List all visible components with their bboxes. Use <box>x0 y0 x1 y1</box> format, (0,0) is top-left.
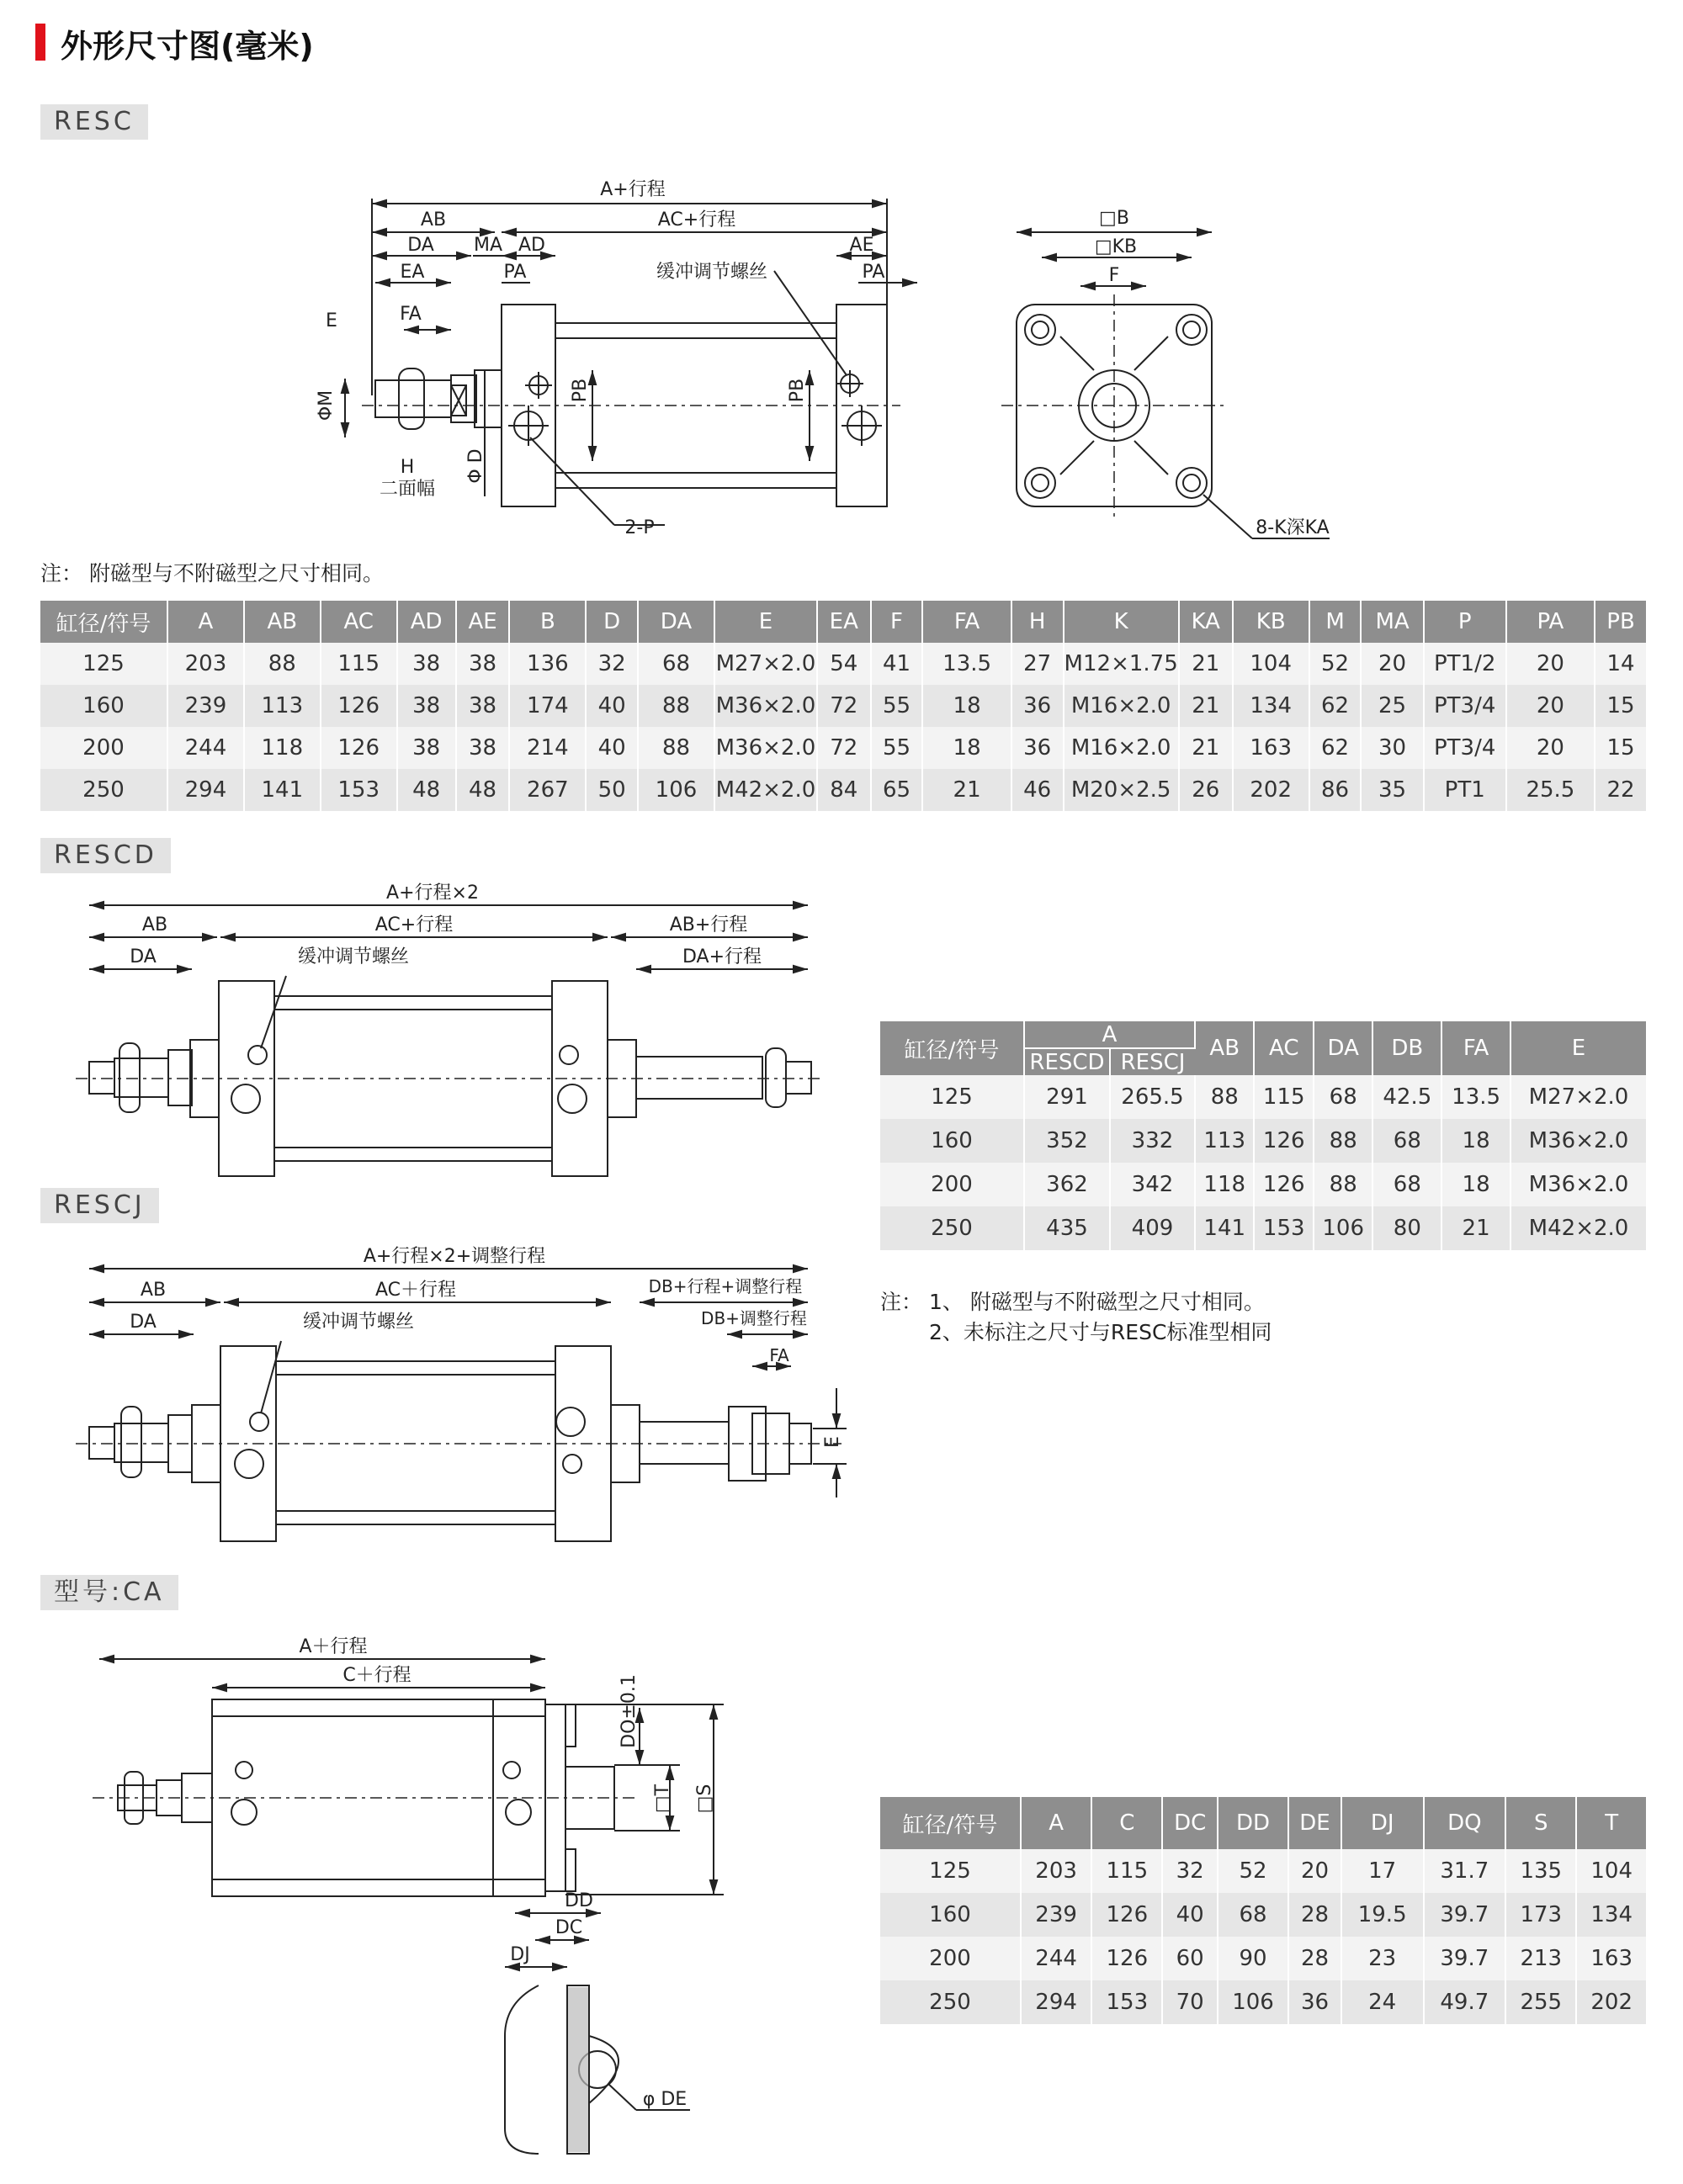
table-cell: 265.5 <box>1110 1075 1195 1119</box>
column-header: P <box>1424 601 1506 643</box>
column-header: EA <box>817 601 871 643</box>
table-cell: 160 <box>880 1893 1021 1937</box>
table-cell: 126 <box>1254 1163 1313 1206</box>
column-header: AC <box>321 601 397 643</box>
col-da: DA <box>1314 1021 1372 1075</box>
rescj-label-e: E <box>822 1436 843 1448</box>
table-cell: 88 <box>638 685 714 727</box>
table-row <box>880 1893 1646 1937</box>
table-cell: 88 <box>638 727 714 769</box>
table-cell: 294 <box>1021 1980 1091 2024</box>
table-cell: 32 <box>586 643 638 685</box>
table-body <box>880 1075 1646 1250</box>
table-cell: 38 <box>397 685 456 727</box>
table-cell: 115 <box>1254 1075 1313 1119</box>
table-cell: M27×2.0 <box>1510 1075 1646 1119</box>
table-row <box>880 1937 1646 1980</box>
table-cell: 153 <box>321 769 397 811</box>
rescj-label-da: DA <box>130 1312 157 1333</box>
resc-label-ac-stroke: AC+行程 <box>657 209 736 231</box>
table-cell: 38 <box>456 685 510 727</box>
table-body <box>880 1849 1646 2024</box>
table-cell: 106 <box>1218 1980 1288 2024</box>
table-cell: 18 <box>922 727 1011 769</box>
table-cell: 213 <box>1505 1937 1576 1980</box>
table-cell: 40 <box>586 685 638 727</box>
table-cell: 200 <box>880 1163 1024 1206</box>
resc-label-ea: EA <box>400 262 425 283</box>
table-cell: 39.7 <box>1424 1937 1506 1980</box>
resc-label-e: E <box>326 310 337 331</box>
column-header: F <box>871 601 923 643</box>
table-cell: 54 <box>817 643 871 685</box>
col-db: DB <box>1372 1021 1441 1075</box>
table-cell: 15 <box>1595 727 1646 769</box>
table-cell: 115 <box>321 643 397 685</box>
table-cell: 88 <box>1195 1075 1254 1119</box>
table-cell: 13.5 <box>922 643 1011 685</box>
table-cell: 86 <box>1309 769 1362 811</box>
table-cell: 113 <box>1195 1119 1254 1163</box>
table-cell: 14 <box>1595 643 1646 685</box>
rescj-label-fa: FA <box>769 1345 789 1365</box>
table-cell: 23 <box>1341 1937 1424 1980</box>
table-cell: 126 <box>321 727 397 769</box>
table-body <box>40 643 1646 811</box>
table-cell: 435 <box>1024 1206 1110 1250</box>
table-header-row <box>40 601 1646 643</box>
table-cell: M36×2.0 <box>714 685 817 727</box>
table-cell: 250 <box>880 1206 1024 1250</box>
table-cell: 126 <box>321 685 397 727</box>
table-cell: 35 <box>1361 769 1423 811</box>
table-cell: 141 <box>1195 1206 1254 1250</box>
table-cell: 88 <box>244 643 321 685</box>
table-cell: M36×2.0 <box>1510 1163 1646 1206</box>
table-cell: 68 <box>1218 1893 1288 1937</box>
table-cell: 203 <box>167 643 244 685</box>
col-fa: FA <box>1441 1021 1510 1075</box>
table-cell: 214 <box>509 727 586 769</box>
section-tag-resc: RESC <box>40 104 148 140</box>
column-header: DE <box>1288 1797 1341 1849</box>
rescj-label-ac-stroke: AC＋行程 <box>374 1280 457 1301</box>
resc-dimension-table <box>40 601 1646 811</box>
table-row <box>880 1206 1646 1250</box>
table-cell: 68 <box>1372 1163 1441 1206</box>
table-cell: 17 <box>1341 1849 1424 1893</box>
resc-label-2p: 2-P <box>624 517 655 538</box>
note-rescd-label: 注： <box>880 1290 923 1314</box>
table-cell: 68 <box>638 643 714 685</box>
ca-label-t: □T <box>652 1784 673 1814</box>
section-tag-rescd: RESCD <box>40 838 171 873</box>
note-resc: 注： 附磁型与不附磁型之尺寸相同。 <box>40 561 384 586</box>
table-row <box>40 727 1646 769</box>
ca-label-do: DO±0.1 <box>619 1674 640 1748</box>
table-cell: 20 <box>1506 685 1595 727</box>
table-cell: 70 <box>1162 1980 1218 2024</box>
table-cell: M27×2.0 <box>714 643 817 685</box>
table-cell: 48 <box>397 769 456 811</box>
table-cell: 20 <box>1288 1849 1341 1893</box>
table-cell: 352 <box>1024 1119 1110 1163</box>
ca-label-s: □S <box>694 1784 715 1814</box>
resc-label-pb-left: PB <box>570 378 591 403</box>
table-cell: 18 <box>1441 1119 1510 1163</box>
rescj-label-a-total: A+行程×2+调整行程 <box>363 1246 546 1267</box>
table-cell: 332 <box>1110 1119 1195 1163</box>
column-header: C <box>1091 1797 1162 1849</box>
table-cell: M12×1.75 <box>1064 643 1179 685</box>
column-header: PB <box>1595 601 1646 643</box>
section-tag-rescj: RESCJ <box>40 1188 159 1223</box>
front-label-k: 8-K深KA <box>1256 517 1330 538</box>
ca-label-dj: DJ <box>510 1944 530 1965</box>
table-cell: 21 <box>1441 1206 1510 1250</box>
table-cell: 362 <box>1024 1163 1110 1206</box>
table-cell: 24 <box>1341 1980 1424 2024</box>
table-cell: 173 <box>1505 1893 1576 1937</box>
column-header: DQ <box>1424 1797 1506 1849</box>
table-cell: PT3/4 <box>1424 685 1506 727</box>
table-cell: 126 <box>1091 1937 1162 1980</box>
front-label-kb: □KB <box>1094 236 1138 257</box>
table-cell: 25.5 <box>1506 769 1595 811</box>
table-cell: 38 <box>456 727 510 769</box>
ca-label-dc: DC <box>555 1917 583 1938</box>
rescd-label-ab: AB <box>141 914 168 936</box>
table-cell: 26 <box>1179 769 1233 811</box>
table-cell: 141 <box>244 769 321 811</box>
rescd-label-cushion: 缓冲调节螺丝 <box>298 946 410 967</box>
resc-label-ab: AB <box>420 209 447 231</box>
table-cell: 118 <box>244 727 321 769</box>
resc-label-cushion: 缓冲调节螺丝 <box>656 262 768 283</box>
table-cell: 19.5 <box>1341 1893 1424 1937</box>
table-cell: 88 <box>1314 1163 1372 1206</box>
column-header: T <box>1576 1797 1646 1849</box>
table-cell: 27 <box>1011 643 1064 685</box>
table-cell: M20×2.5 <box>1064 769 1179 811</box>
table-cell: 62 <box>1309 685 1362 727</box>
table-cell: 40 <box>586 727 638 769</box>
resc-label-pa-right: PA <box>862 262 885 283</box>
table-cell: 25 <box>1361 685 1423 727</box>
table-cell: 291 <box>1024 1075 1110 1119</box>
resc-label-phi-d: Φ D <box>465 448 486 484</box>
table-row <box>880 1849 1646 1893</box>
table-row <box>880 1075 1646 1119</box>
rescj-label-db-adj: DB+调整行程 <box>701 1308 807 1328</box>
ca-dimension-table <box>880 1797 1646 2024</box>
column-header: 缸径/符号 <box>880 1797 1021 1849</box>
col-bore: 缸径/符号 <box>880 1021 1024 1075</box>
table-cell: 15 <box>1595 685 1646 727</box>
table-row <box>40 769 1646 811</box>
table-cell: 118 <box>1195 1163 1254 1206</box>
table-cell: 38 <box>397 643 456 685</box>
table-cell: 42.5 <box>1372 1075 1441 1119</box>
table-cell: 80 <box>1372 1206 1441 1250</box>
table-cell: 30 <box>1361 727 1423 769</box>
table-cell: 90 <box>1218 1937 1288 1980</box>
table-cell: 294 <box>167 769 244 811</box>
table-cell: PT3/4 <box>1424 727 1506 769</box>
note-rescd-1: 1、 附磁型与不附磁型之尺寸相同。 <box>929 1290 1265 1314</box>
table-cell: 163 <box>1233 727 1309 769</box>
table-cell: 104 <box>1576 1849 1646 1893</box>
table-cell: 255 <box>1505 1980 1576 2024</box>
table-cell: 18 <box>922 685 1011 727</box>
table-cell: 160 <box>40 685 167 727</box>
table-cell: 409 <box>1110 1206 1195 1250</box>
table-cell: 113 <box>244 685 321 727</box>
rescd-label-ac-stroke: AC+行程 <box>374 914 454 936</box>
table-cell: 62 <box>1309 727 1362 769</box>
column-header: AE <box>456 601 510 643</box>
table-cell: 244 <box>1021 1937 1091 1980</box>
table-cell: 28 <box>1288 1937 1341 1980</box>
table-cell: 32 <box>1162 1849 1218 1893</box>
table-row <box>880 1119 1646 1163</box>
table-cell: 20 <box>1506 643 1595 685</box>
table-cell: 41 <box>871 643 923 685</box>
col-ac: AC <box>1254 1021 1313 1075</box>
table-cell: 106 <box>638 769 714 811</box>
section-tag-ca: 型号:CA <box>40 1575 178 1610</box>
table-cell: M36×2.0 <box>714 727 817 769</box>
table-cell: M42×2.0 <box>714 769 817 811</box>
table-cell: 65 <box>871 769 923 811</box>
rescj-label-cushion: 缓冲调节螺丝 <box>303 1312 415 1333</box>
table-cell: 153 <box>1254 1206 1313 1250</box>
column-header: E <box>714 601 817 643</box>
table-cell: 68 <box>1314 1075 1372 1119</box>
table-cell: 106 <box>1314 1206 1372 1250</box>
column-header: MA <box>1361 601 1423 643</box>
column-header: S <box>1505 1797 1576 1849</box>
table-cell: 202 <box>1233 769 1309 811</box>
note-rescd-2: 2、未标注之尺寸与RESC标准型相同 <box>929 1320 1272 1344</box>
table-cell: 115 <box>1091 1849 1162 1893</box>
resc-label-h: H <box>400 457 415 478</box>
table-cell: 20 <box>1506 727 1595 769</box>
table-cell: 52 <box>1309 643 1362 685</box>
col-a-rescd: RESCD <box>1024 1048 1110 1075</box>
table-row <box>40 685 1646 727</box>
table-cell: 174 <box>509 685 586 727</box>
table-cell: 84 <box>817 769 871 811</box>
column-header: FA <box>922 601 1011 643</box>
front-label-b: □B <box>1099 208 1129 229</box>
table-cell: 38 <box>456 643 510 685</box>
table-cell: 21 <box>1179 643 1233 685</box>
table-cell: PT1 <box>1424 769 1506 811</box>
rescd-label-da-stroke: DA+行程 <box>682 946 762 967</box>
table-cell: 200 <box>40 727 167 769</box>
front-label-f: F <box>1108 265 1120 286</box>
table-cell: 22 <box>1595 769 1646 811</box>
table-cell: 60 <box>1162 1937 1218 1980</box>
table-cell: 342 <box>1110 1163 1195 1206</box>
table-cell: 31.7 <box>1424 1849 1506 1893</box>
column-header: B <box>509 601 586 643</box>
ca-label-c-stroke: C＋行程 <box>342 1665 411 1686</box>
table-cell: 50 <box>586 769 638 811</box>
table-cell: 36 <box>1011 685 1064 727</box>
table-cell: 202 <box>1576 1980 1646 2024</box>
table-cell: M36×2.0 <box>1510 1119 1646 1163</box>
table-cell: 125 <box>880 1849 1021 1893</box>
table-cell: 49.7 <box>1424 1980 1506 2024</box>
table-cell: 18 <box>1441 1163 1510 1206</box>
table-cell: 134 <box>1576 1893 1646 1937</box>
column-header: KB <box>1233 601 1309 643</box>
column-header: DD <box>1218 1797 1288 1849</box>
resc-label-pa-left: PA <box>503 262 527 283</box>
table-cell: 125 <box>880 1075 1024 1119</box>
resc-label-ma: MA <box>473 235 503 256</box>
table-cell: 39.7 <box>1424 1893 1506 1937</box>
table-cell: 250 <box>880 1980 1021 2024</box>
table-cell: 126 <box>1254 1119 1313 1163</box>
column-header: D <box>586 601 638 643</box>
column-header: M <box>1309 601 1362 643</box>
column-header: K <box>1064 601 1179 643</box>
ca-label-dd: DD <box>565 1890 593 1911</box>
table-cell: 20 <box>1361 643 1423 685</box>
table-cell: 52 <box>1218 1849 1288 1893</box>
column-header: 缸径/符号 <box>40 601 167 643</box>
table-cell: 160 <box>880 1119 1024 1163</box>
table-cell: 55 <box>871 727 923 769</box>
col-a-rescj: RESCJ <box>1110 1048 1195 1075</box>
column-header: H <box>1011 601 1064 643</box>
column-header: AB <box>244 601 321 643</box>
table-cell: 267 <box>509 769 586 811</box>
table-cell: 125 <box>40 643 167 685</box>
col-ab: AB <box>1195 1021 1254 1075</box>
table-cell: 36 <box>1288 1980 1341 2024</box>
resc-label-pb-right: PB <box>787 378 808 403</box>
table-cell: 163 <box>1576 1937 1646 1980</box>
table-cell: 21 <box>1179 727 1233 769</box>
resc-label-ad: AD <box>518 235 545 256</box>
rescd-label-a-stroke2: A+行程×2 <box>386 883 479 904</box>
column-header: A <box>167 601 244 643</box>
table-cell: M42×2.0 <box>1510 1206 1646 1250</box>
col-e: E <box>1510 1021 1646 1075</box>
table-cell: 104 <box>1233 643 1309 685</box>
table-row <box>880 1980 1646 2024</box>
table-cell: 200 <box>880 1937 1021 1980</box>
page-title: 外形尺寸图(毫米) <box>61 28 314 65</box>
table-cell: 38 <box>397 727 456 769</box>
table-cell: M16×2.0 <box>1064 727 1179 769</box>
rescj-label-ab: AB <box>140 1280 167 1301</box>
ca-label-de: φ DE <box>642 2089 688 2110</box>
column-header: DA <box>638 601 714 643</box>
rescj-label-db-total: DB+行程+调整行程 <box>648 1276 803 1296</box>
column-header: A <box>1021 1797 1091 1849</box>
table-header-row <box>880 1797 1646 1849</box>
resc-label-da: DA <box>407 235 434 256</box>
table-cell: 135 <box>1505 1849 1576 1893</box>
column-header: AD <box>397 601 456 643</box>
rescd-dimension-table <box>880 1021 1646 1250</box>
table-cell: 239 <box>1021 1893 1091 1937</box>
table-cell: 46 <box>1011 769 1064 811</box>
table-cell: 36 <box>1011 727 1064 769</box>
table-cell: 28 <box>1288 1893 1341 1937</box>
table-cell: 250 <box>40 769 167 811</box>
resc-label-fa: FA <box>400 304 422 325</box>
column-header: DC <box>1162 1797 1218 1849</box>
ca-label-a-stroke: A＋行程 <box>299 1636 368 1657</box>
table-cell: 21 <box>1179 685 1233 727</box>
table-cell: 48 <box>456 769 510 811</box>
table-row <box>40 643 1646 685</box>
table-cell: 55 <box>871 685 923 727</box>
column-header: DJ <box>1341 1797 1424 1849</box>
column-header: PA <box>1506 601 1595 643</box>
resc-label-phi-m: ΦM <box>316 390 337 421</box>
rescd-label-da: DA <box>130 946 157 967</box>
table-cell: 136 <box>509 643 586 685</box>
table-cell: 153 <box>1091 1980 1162 2024</box>
table-cell: 40 <box>1162 1893 1218 1937</box>
resc-label-two-face: 二面幅 <box>379 479 436 500</box>
table-cell: M16×2.0 <box>1064 685 1179 727</box>
table-cell: 68 <box>1372 1119 1441 1163</box>
table-cell: 126 <box>1091 1893 1162 1937</box>
resc-label-a-stroke: A+行程 <box>600 179 666 200</box>
rescd-label-ab-stroke: AB+行程 <box>669 914 748 936</box>
table-cell: 134 <box>1233 685 1309 727</box>
resc-front-view <box>1001 232 1330 538</box>
table-cell: 239 <box>167 685 244 727</box>
table-cell: 88 <box>1314 1119 1372 1163</box>
col-a: A <box>1024 1021 1195 1048</box>
table-cell: 72 <box>817 685 871 727</box>
resc-label-ae: AE <box>849 235 874 256</box>
table-cell: 244 <box>167 727 244 769</box>
table-cell: 13.5 <box>1441 1075 1510 1119</box>
table-row <box>880 1163 1646 1206</box>
table-cell: 203 <box>1021 1849 1091 1893</box>
table-cell: PT1/2 <box>1424 643 1506 685</box>
table-cell: 21 <box>922 769 1011 811</box>
column-header: KA <box>1179 601 1233 643</box>
table-cell: 72 <box>817 727 871 769</box>
